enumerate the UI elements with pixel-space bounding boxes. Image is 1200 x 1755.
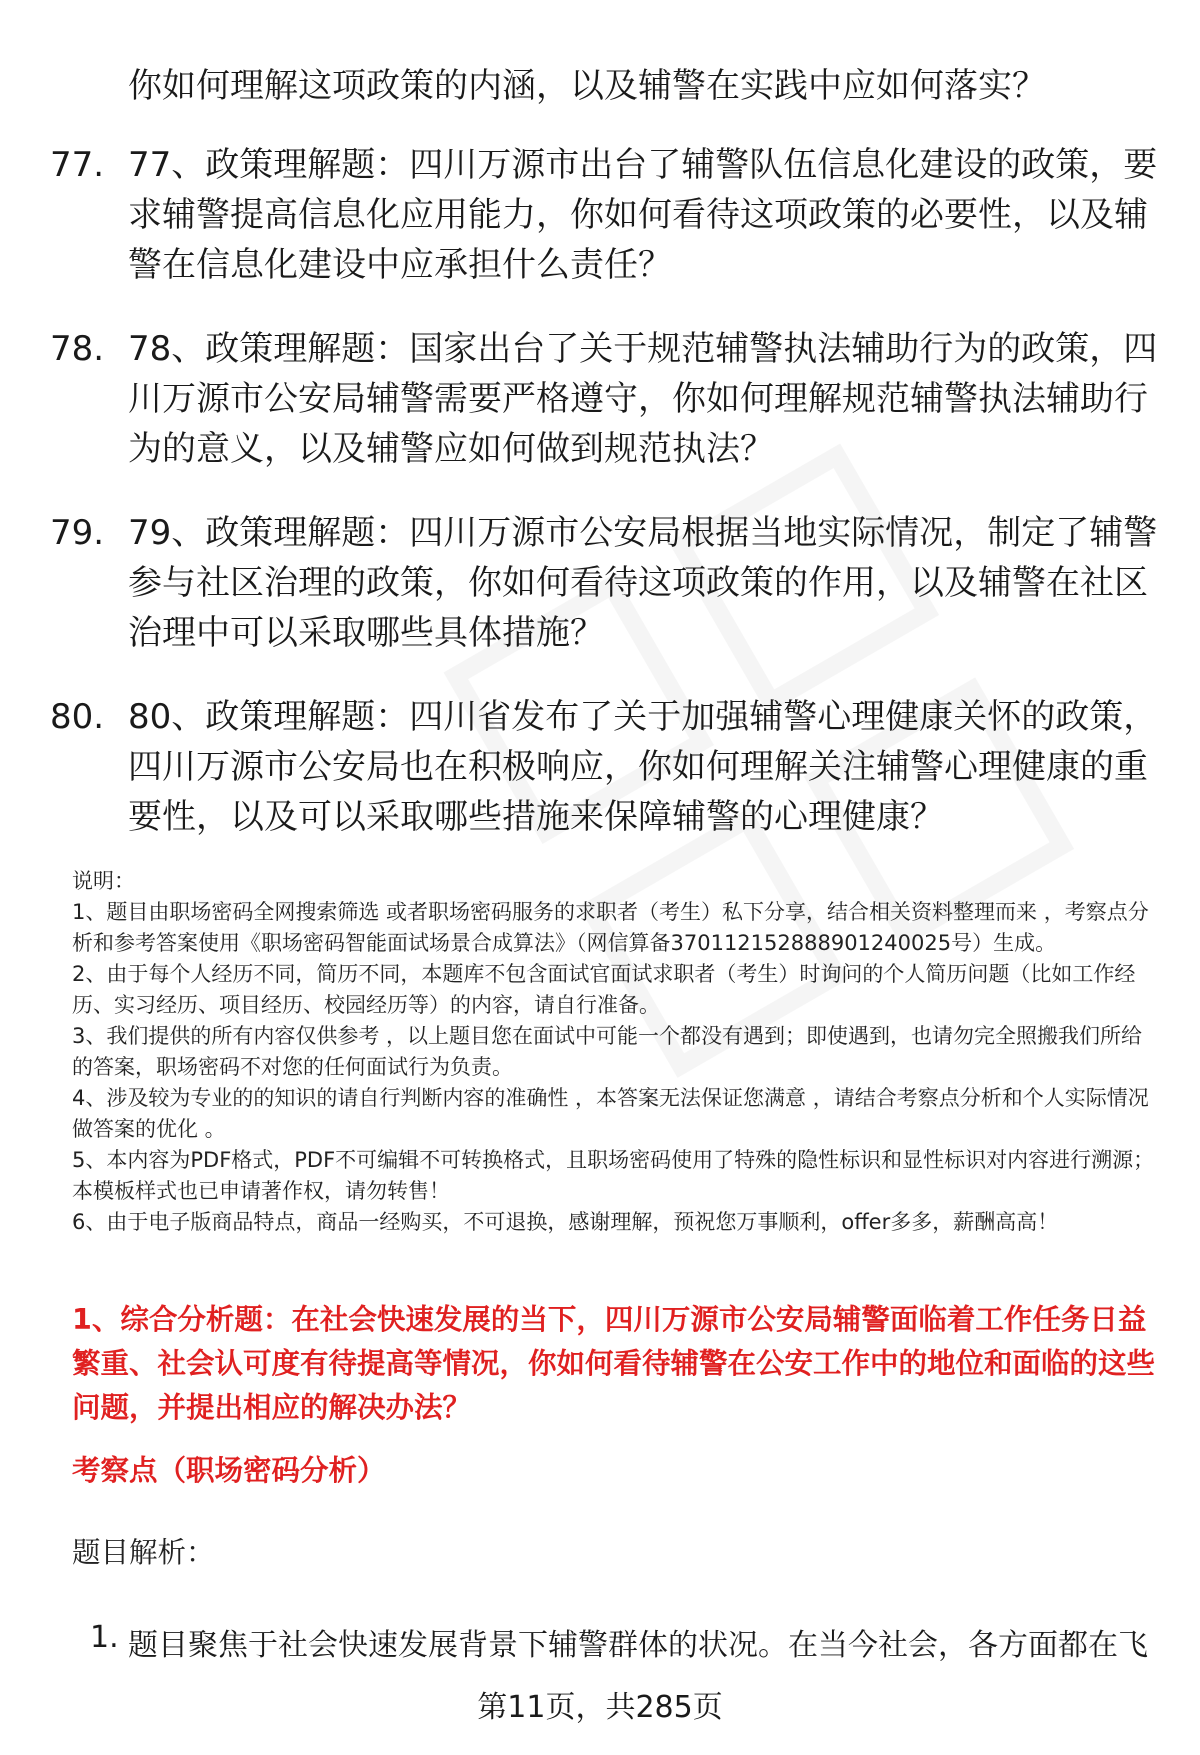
question-number: 80.	[50, 697, 105, 737]
question-number: 77.	[50, 145, 105, 185]
notes-section	[72, 866, 1162, 1238]
question-text: 80、政策理解题：四川省发布了关于加强辅警心理健康关怀的政策，四川万源市公安局也在积极响应，你如何理解关注辅警心理健康的重要性，以及可以采取哪些措施来保障辅警的心理健康？	[128, 697, 1158, 837]
question-text: 79、政策理解题：四川万源市公安局根据当地实际情况，制定了辅警参与社区治理的政策，你如何看待这项政策的作用，以及辅警在社区治理中可以采取哪些具体措施？	[128, 513, 1158, 653]
question-text: 78、政策理解题：国家出台了关于规范辅警执法辅助行为的政策，四川万源市公安局辅警需要严格遵守，你如何理解规范辅警执法辅助行为的意义，以及辅警应如何做到规范执法？	[128, 329, 1158, 469]
main-question-heading: 1、综合分析题：在社会快速发展的当下，四川万源市公安局辅警面临着工作任务日益繁重、社会认可度有待提高等情况，你如何看待辅警在公安工作中的地位和面临的这些问题，并提出相应的解决办法？	[72, 1303, 1156, 1424]
note-item: 4、涉及较为专业的的知识的请自行判断内容的准确性 ，本答案无法保证您满意 ，请结合考察点分析和个人实际情况做答案的优化 。	[72, 1086, 1149, 1141]
notes-title: 说明：	[72, 869, 135, 893]
point-text: 题目聚焦于社会快速发展背景下辅警群体的状况。在当今社会，各方面都在飞	[128, 1628, 1148, 1663]
question-list	[50, 140, 1160, 876]
note-item: 3、我们提供的所有内容仅供参考 ，以上题目您在面试中可能一个都没有遇到；即使遇到，也请勿完全照搬我们所给的答案，职场密码不对您的任何面试行为负责。	[72, 1024, 1143, 1079]
question-item	[50, 140, 1160, 290]
question-text: 77、政策理解题：四川万源市出台了辅警队伍信息化建设的政策，要求辅警提高信息化应用能力，你如何看待这项政策的必要性，以及辅警在信息化建设中应承担什么责任？	[128, 145, 1158, 285]
point-number: 1.	[90, 1620, 119, 1655]
question-item	[50, 324, 1160, 474]
intro-line: 你如何理解这项政策的内涵，以及辅警在实践中应如何落实？	[128, 66, 1046, 106]
page-footer: 第11页，共285页	[477, 1690, 723, 1725]
note-item: 6、由于电子版商品特点，商品一经购买，不可退换，感谢理解，预祝您万事顺利，offer多多，薪酬高高！	[72, 1210, 1059, 1234]
question-item	[50, 508, 1160, 658]
note-item: 1、题目由职场密码全网搜索筛选 或者职场密码服务的求职者（考生）私下分享，结合相关资料整理而来 ，考察点分析和参考答案使用《职场密码智能面试场景合成算法》（网信算备370112152888901240025号）生成。	[72, 900, 1149, 955]
note-item: 2、由于每个人经历不同，简历不同，本题库不包含面试官面试求职者（考生）时询问的个人简历问题（比如工作经历、实习经历、项目经历、校园经历等）的内容，请自行准备。	[72, 962, 1136, 1017]
note-item: 5、本内容为PDF格式，PDF不可编辑不可转换格式，且职场密码使用了特殊的隐性标识和显性标识对内容进行溯源；本模板样式也已申请著作权，请勿转售！	[72, 1148, 1155, 1203]
kaochadian-heading: 考察点（职场密码分析）	[72, 1454, 386, 1487]
timu-jiexi-label: 题目解析：	[72, 1536, 215, 1569]
question-item	[50, 692, 1160, 842]
question-number: 78.	[50, 329, 105, 369]
analysis-point	[90, 1620, 1165, 1664]
question-number: 79.	[50, 513, 105, 553]
